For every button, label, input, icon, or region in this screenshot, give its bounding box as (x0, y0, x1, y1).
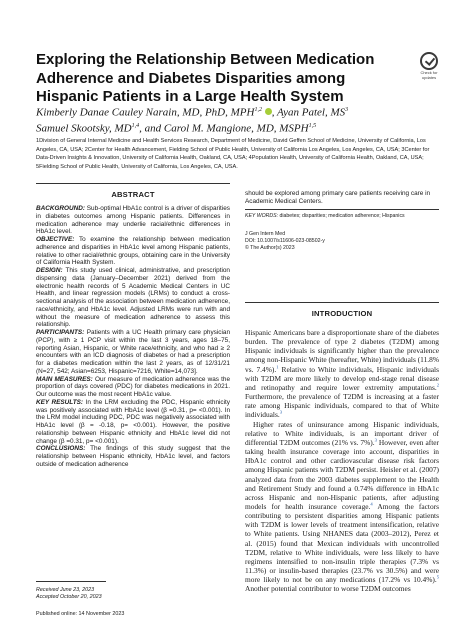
author-narain: Kimberly Danae Cauley Narain, MD, PhD, MPH (36, 106, 255, 119)
intro-p1-text-c: Furthermore, the prevalence of T2DM is increasing at a faster rate among Hispanic individuals, compared to that of White individuals. (245, 392, 439, 420)
abstract-background (36, 205, 230, 236)
abstract-design (36, 267, 230, 329)
footer-rule (36, 581, 106, 582)
abstract-top-rule (36, 183, 230, 184)
article-dates (36, 587, 216, 602)
keywords (245, 213, 439, 220)
participants-label: PARTICIPANTS: (36, 329, 85, 336)
conclusions-text: The findings of this study suggest that the relationship between Hispanic ethnicity, HbA1c level, and factors outside of medication adherence (36, 445, 230, 468)
intro-paragraph-1 (245, 328, 439, 420)
check-updates-label: Check for updates (420, 70, 438, 80)
author-mangione: , and Carol M. Mangione, MD, MSPH (139, 122, 309, 135)
received-date: Received June 23, 2023 (36, 587, 95, 593)
author-patel-affil: 3 (345, 107, 349, 113)
author-skootsky: Samuel Skootsky, MD (36, 122, 132, 135)
citation-ref[interactable]: 2 (436, 382, 439, 388)
objective-label: OBJECTIVE: (36, 236, 75, 243)
design-label: DESIGN: (36, 267, 63, 274)
journal-info (245, 231, 439, 251)
abstract-continued: should be explored among primary care patients receiving care in Academic Medical Centers. (245, 190, 431, 205)
intro-paragraph-2 (245, 420, 439, 594)
abstract-conclusions (36, 445, 230, 468)
design-text: This study used clinical, administrative, and prescription dispensing data (January–December 2021) derived from the electronic health records of 5 Academic Medical Centers in UC Health, and linear regression models (LRMs) to conduct a cross-sectional analysis of the association between medication adherence, race/ethnicity, and HbA1c level. Adjusted LRMs were run with and without the measure of medication adherence to assess this relationship. (36, 267, 230, 329)
abstract-objective (36, 236, 230, 267)
background-label: BACKGROUND: (36, 205, 85, 212)
objective-text: To examine the relationship between medication adherence and disparities in HbA1c level among Hispanic patients, relative to other racial/ethnic groups, obtaining care in the University of California Health System. (36, 236, 230, 267)
intro-p2-text-b: However, even after taking health insurance coverage into account, disparities in HbA1c control and other cardiovascular disease risk factors among Hispanic patients with T2DM persist. Heisler et al. (2007) analyzed data from the 2003 diabetes supplement to the Health and Retirement Study and found a 0.74% difference in HbA1c across Hispanic and non-Hispanic patients, after adjusting models for health insurance coverage. (245, 437, 439, 511)
authors-line-1 (36, 104, 436, 120)
doi-link[interactable]: DOI: 10.1007/s11606-023-08502-y (245, 237, 325, 244)
abstract-participants (36, 329, 230, 376)
published-date: Published online: 14 November 2023 (36, 611, 125, 617)
intro-p2-text-a: Higher rates of uninsurance among Hispanic individuals, relative to White individuals, is an important driver of differential T2DM outcomes (21% vs. 7%). (245, 419, 439, 447)
introduction-body (245, 328, 439, 594)
intro-p1-text-a: Hispanic Americans bare a disproportionate share of the diabetes burden. The prevalence of type 2 diabetes (T2DM) among Hispanic individuals is significantly higher than the prevalence among non-Hispanic White (hereafter, White) individuals (11.8% vs. 7.4%). (245, 328, 439, 374)
author-list (36, 104, 436, 136)
author-patel: , Ayan Patel, MS (271, 106, 346, 119)
abstract-body (36, 205, 230, 469)
results-text: In the LRM excluding the PDC, Hispanic ethnicity was positively associated with HbA1c level (β =0.31, p= <0.001). In the LRM model including PDC, PDC was negatively associated with HbA1c level (β = -0.18, p= <0.001). However, the positive relationship between Hispanic ethnicity and HbA1c level did not change (β =0.31, p= <0.001). (36, 398, 231, 445)
accepted-date: Accepted October 20, 2023 (36, 594, 102, 601)
intro-p2-text-d: Another potential contributor to worse T2DM outcomes (245, 584, 411, 594)
citation-ref[interactable]: 3 (374, 437, 377, 443)
citation-ref[interactable]: 4 (370, 501, 373, 507)
measures-label: MAIN MEASURES: (36, 375, 93, 383)
abstract-heading: ABSTRACT (111, 190, 155, 199)
measures-text: Our measure of medication adherence was the proportion of days covered (PDC) for diabetes medications in 2021. Our outcome was the most recent HbA1c value. (36, 375, 231, 398)
intro-p2-text-c: Among the factors contributing to persistent disparities among Hispanic patients with T2DM is lower levels of treatment intensification, relative to White patients. Using NHANES data (2003–2012), Perez et al. (2015) found that Mexican individuals with uncontrolled T2DM, relative to White individuals, were less likely to have regimens intensified to non-insulin triple therapies (7.3% vs 11.3%) or insulin-based therapies (23.7% vs 30.5%) and were more likely to not be on any medications (17.2% vs 10.4%). (245, 501, 440, 585)
authors-line-2 (36, 120, 436, 136)
author-mangione-affil: 1,5 (308, 123, 317, 130)
citation-ref[interactable]: 5 (436, 574, 439, 580)
check-for-updates-badge[interactable] (416, 52, 442, 80)
citation-ref[interactable]: 1 (276, 364, 279, 370)
keywords-rule (245, 209, 439, 210)
participants-text: Patients with a UC Health primary care physician (PCP), with ≥ 1 PCP visit within the last 3 years, ages 18–75, reporting Asian, Hispanic, or White race/ethnicity, and who had ≥ 2 encounters with an ICD diagnosis of diabetes or had a prescription for a diabetes medication within the last 2 years, as of 12/31/21 (N=27, 542; Asian=6253, Hispanic=7216, White=14,073]. (36, 329, 230, 375)
affiliations: 1Division of General Internal Medicine and Health Services Research, Department of Medicine, David Geffen School of Medicine, University of California, Los Angeles, CA, USA; 2Center for Health Advancement, Fielding School of Public Health, University of California Los Angeles, Los Angeles, CA, USA; 3Center for Data-Driven Insights & Innovation, University of California Health, Oakland, CA, USA; 4Population Health, University of California Health, Oakland, CA, USA; 5Fielding School of Public Health, University of California, Los Angeles, CA, USA. (36, 138, 430, 170)
check-updates-icon (420, 52, 438, 70)
author-narain-affil: 1,2 (254, 107, 262, 113)
introduction-heading: INTRODUCTION (311, 309, 373, 318)
orcid-icon[interactable] (265, 108, 272, 115)
background-text: Sub-optimal HbA1c control is a driver of disparities in diabetes outcomes among Hispanic patients. Differences in medication adherence may underlie racial/ethnic differences in HbA1c level. (36, 205, 230, 236)
citation-ref[interactable]: 3 (279, 409, 282, 415)
article-title: Exploring the Relationship Between Medication Adherence and Diabetes Disparities among Hispanic Patients in a Large Health System (36, 51, 375, 105)
conclusions-label: CONCLUSIONS: (36, 445, 86, 453)
journal-name: J Gen Intern Med (245, 231, 286, 237)
copyright: © The Author(s) 2023 (245, 244, 295, 251)
results-label: KEY RESULTS: (36, 398, 84, 406)
abstract-results (36, 399, 230, 446)
abstract-measures (36, 376, 230, 399)
author-skootsky-affil: 1,4 (131, 123, 140, 130)
introduction-top-rule (245, 302, 439, 303)
intro-p1-text-b: Relative to White individuals, Hispanic individuals with T2DM are more likely to develop end-stage renal disease and retinopathy and require lower extremity amputations. (245, 364, 439, 392)
keywords-text: diabetes; disparities; medication adherence; Hispanics (278, 213, 405, 219)
keywords-label: KEY WORDS: (245, 213, 279, 219)
